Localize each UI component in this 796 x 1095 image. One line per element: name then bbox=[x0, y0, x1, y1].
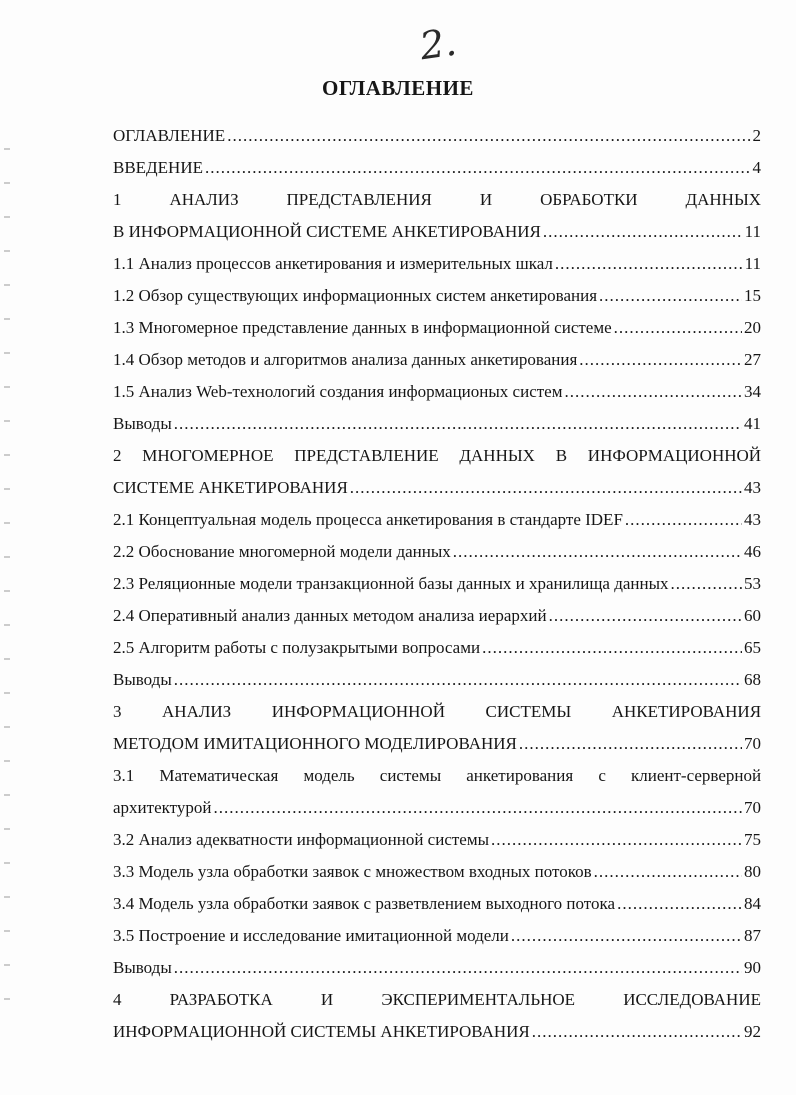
toc-page-number: 46 bbox=[744, 542, 761, 561]
toc-page-number: 34 bbox=[744, 382, 761, 401]
page-title: ОГЛАВЛЕНИЕ bbox=[322, 76, 474, 100]
toc-page-number: 84 bbox=[744, 894, 761, 913]
toc-entry-title: 1.1 Анализ процессов анкетирования и измерительных шкал bbox=[113, 254, 553, 273]
toc-leader-dots bbox=[549, 600, 742, 632]
toc-page-number: 87 bbox=[744, 926, 761, 945]
toc-leader-dots bbox=[555, 248, 743, 280]
toc-page-number: 68 bbox=[744, 670, 761, 689]
toc-page-number: 65 bbox=[744, 638, 761, 657]
toc-heading-word: 2 bbox=[113, 446, 122, 465]
toc-entry[interactable] bbox=[113, 792, 761, 824]
toc-leader-dots bbox=[532, 1016, 742, 1048]
toc-entry[interactable] bbox=[113, 120, 761, 152]
toc-page-number: 75 bbox=[744, 830, 761, 849]
toc-page-number: 70 bbox=[744, 734, 761, 753]
toc-leader-dots bbox=[617, 888, 742, 920]
toc-heading-word: анкетирования bbox=[466, 766, 574, 785]
toc-page-number: 2 bbox=[752, 126, 761, 145]
toc-heading-word: ДАННЫХ bbox=[685, 190, 762, 209]
toc-entry-title: В ИНФОРМАЦИОННОЙ СИСТЕМЕ АНКЕТИРОВАНИЯ bbox=[113, 222, 541, 241]
toc-page-number: 80 bbox=[744, 862, 761, 881]
toc-leader-dots bbox=[579, 344, 742, 376]
toc-entry-title: 1.5 Анализ Web-технологий создания информационых систем bbox=[113, 382, 563, 401]
toc-heading-word: ОБРАБОТКИ bbox=[540, 190, 638, 209]
toc-leader-dots bbox=[511, 920, 742, 952]
toc-entry-title: 1.2 Обзор существующих информационных систем анкетирования bbox=[113, 286, 598, 305]
toc-chapter-heading-line bbox=[113, 440, 761, 472]
toc-heading-word: модель bbox=[303, 766, 355, 785]
toc-heading-word: 3.1 bbox=[113, 766, 135, 785]
toc-entry-title: Выводы bbox=[113, 414, 172, 433]
toc-entry-title: 2.2 Обоснование многомерной модели данных bbox=[113, 542, 451, 561]
toc-heading-word: Математическая bbox=[159, 766, 279, 785]
toc-entry-title: 1.3 Многомерное представление данных в информационной системе bbox=[113, 318, 612, 337]
toc-heading-word: 4 bbox=[113, 990, 122, 1009]
toc-page-number: 60 bbox=[744, 606, 761, 625]
toc-page-number: 15 bbox=[744, 286, 761, 305]
toc-entry-title: 3.3 Модель узла обработки заявок с множеством входных потоков bbox=[113, 862, 592, 881]
toc-leader-dots bbox=[519, 728, 742, 760]
toc-heading-word: ПРЕДСТАВЛЕНИЯ bbox=[286, 190, 432, 209]
toc-leader-dots bbox=[599, 280, 742, 312]
toc-entry[interactable] bbox=[113, 248, 761, 280]
toc-entry[interactable] bbox=[113, 344, 761, 376]
toc-heading-word: АНАЛИЗ bbox=[169, 190, 239, 209]
scan-edge-marks bbox=[4, 130, 10, 1030]
toc-leader-dots bbox=[594, 856, 742, 888]
toc-leader-dots bbox=[614, 312, 742, 344]
toc-leader-dots bbox=[174, 408, 742, 440]
toc-leader-dots bbox=[174, 952, 742, 984]
toc-entry[interactable] bbox=[113, 536, 761, 568]
toc-page-number: 41 bbox=[744, 414, 761, 433]
toc-leader-dots bbox=[482, 632, 742, 664]
toc-page-number: 90 bbox=[744, 958, 761, 977]
toc-heading-word: МНОГОМЕРНОЕ bbox=[142, 446, 274, 465]
toc-heading-word: АНКЕТИРОВАНИЯ bbox=[611, 702, 762, 721]
toc-entry-title: архитектурой bbox=[113, 798, 212, 817]
toc-heading-word: ИНФОРМАЦИОННОЙ bbox=[587, 446, 762, 465]
toc-entry[interactable] bbox=[113, 1016, 761, 1048]
handwritten-page-number: 2. bbox=[417, 19, 460, 69]
toc-leader-dots bbox=[205, 152, 751, 184]
toc-entry-title: 2.3 Реляционные модели транзакционной базы данных и хранилища данных bbox=[113, 574, 669, 593]
toc-entry[interactable] bbox=[113, 312, 761, 344]
toc-page-number: 70 bbox=[744, 798, 761, 817]
toc-entry-title: ОГЛАВЛЕНИЕ bbox=[113, 126, 226, 145]
toc-page-number: 43 bbox=[744, 478, 761, 497]
toc-entry-title: Выводы bbox=[113, 670, 172, 689]
toc-entry-title: 2.1 Концептуальная модель процесса анкетирования в стандарте IDEF bbox=[113, 510, 623, 529]
toc-heading-word: СИСТЕМЫ bbox=[485, 702, 572, 721]
toc-page-number: 11 bbox=[744, 254, 761, 273]
toc-entry[interactable] bbox=[113, 568, 761, 600]
toc-entry-title: 3.4 Модель узла обработки заявок с разветвлением выходного потока bbox=[113, 894, 616, 913]
toc-page-number: 11 bbox=[744, 222, 761, 241]
toc-entry-title: СИСТЕМЕ АНКЕТИРОВАНИЯ bbox=[113, 478, 348, 497]
toc-heading-word: 3 bbox=[113, 702, 122, 721]
toc-entry-title: 2.4 Оперативный анализ данных методом анализа иерархий bbox=[113, 606, 547, 625]
toc-entry-title: ИНФОРМАЦИОННОЙ СИСТЕМЫ АНКЕТИРОВАНИЯ bbox=[113, 1022, 530, 1041]
toc-leader-dots bbox=[625, 504, 742, 536]
toc-heading-word: АНАЛИЗ bbox=[162, 702, 232, 721]
toc-entry-title: МЕТОДОМ ИМИТАЦИОННОГО МОДЕЛИРОВАНИЯ bbox=[113, 734, 517, 753]
toc-entry[interactable] bbox=[113, 952, 761, 984]
toc-leader-dots bbox=[227, 120, 750, 152]
toc-heading-word: клиент-серверной bbox=[631, 766, 762, 785]
toc-entry[interactable] bbox=[113, 728, 761, 760]
toc-heading-word: 1 bbox=[113, 190, 122, 209]
toc-entry-title: ВВЕДЕНИЕ bbox=[113, 158, 203, 177]
toc-heading-word: ИНФОРМАЦИОННОЙ bbox=[271, 702, 445, 721]
toc-heading-word: с bbox=[598, 766, 606, 785]
toc-heading-word: В bbox=[555, 446, 568, 465]
toc-entry[interactable] bbox=[113, 824, 761, 856]
toc-page-number: 20 bbox=[744, 318, 761, 337]
toc-entry[interactable] bbox=[113, 920, 761, 952]
toc-entry[interactable] bbox=[113, 376, 761, 408]
toc-entry[interactable] bbox=[113, 152, 761, 184]
toc-heading-word: ПРЕДСТАВЛЕНИЕ bbox=[294, 446, 439, 465]
toc-chapter-heading-line bbox=[113, 696, 761, 728]
toc-entry[interactable] bbox=[113, 632, 761, 664]
toc-page-number: 92 bbox=[744, 1022, 761, 1041]
toc-leader-dots bbox=[213, 792, 742, 824]
toc-leader-dots bbox=[671, 568, 742, 600]
toc-page-number: 43 bbox=[744, 510, 761, 529]
toc-leader-dots bbox=[350, 472, 742, 504]
toc-entry-title: 3.2 Анализ адекватности информационной системы bbox=[113, 830, 490, 849]
toc-chapter-heading-line bbox=[113, 760, 761, 792]
toc-page-number: 53 bbox=[744, 574, 761, 593]
toc-entry[interactable] bbox=[113, 216, 761, 248]
toc-heading-word: РАЗРАБОТКА bbox=[169, 990, 273, 1009]
toc-entry[interactable] bbox=[113, 856, 761, 888]
toc-page-number: 27 bbox=[744, 350, 761, 369]
toc-heading-word: ИССЛЕДОВАНИЕ bbox=[623, 990, 761, 1009]
toc-entry[interactable] bbox=[113, 664, 761, 696]
toc-leader-dots bbox=[564, 376, 742, 408]
toc-entry[interactable] bbox=[113, 408, 761, 440]
toc-heading-word: ДАННЫХ bbox=[459, 446, 535, 465]
toc-heading-word: системы bbox=[379, 766, 442, 785]
toc-heading-word: ЭКСПЕРИМЕНТАЛЬНОЕ bbox=[381, 990, 576, 1009]
toc-entry-title: 3.5 Построение и исследование имитационной модели bbox=[113, 926, 509, 945]
toc-entry-title: 2.5 Алгоритм работы с полузакрытыми вопросами bbox=[113, 638, 481, 657]
toc-chapter-heading-line bbox=[113, 184, 761, 216]
toc-entry[interactable] bbox=[113, 600, 761, 632]
toc-entry[interactable] bbox=[113, 888, 761, 920]
toc-entry[interactable] bbox=[113, 472, 761, 504]
toc-leader-dots bbox=[491, 824, 742, 856]
toc-entry[interactable] bbox=[113, 504, 761, 536]
toc-page-number: 4 bbox=[752, 158, 761, 177]
toc-heading-word: И bbox=[479, 190, 493, 209]
toc-entry-title: 1.4 Обзор методов и алгоритмов анализа данных анкетирования bbox=[113, 350, 578, 369]
toc-leader-dots bbox=[174, 664, 742, 696]
toc-leader-dots bbox=[453, 536, 742, 568]
toc-leader-dots bbox=[543, 216, 743, 248]
toc-heading-word: И bbox=[320, 990, 334, 1009]
table-of-contents bbox=[113, 120, 761, 1048]
toc-chapter-heading-line bbox=[113, 984, 761, 1016]
toc-entry-title: Выводы bbox=[113, 958, 172, 977]
toc-entry[interactable] bbox=[113, 280, 761, 312]
